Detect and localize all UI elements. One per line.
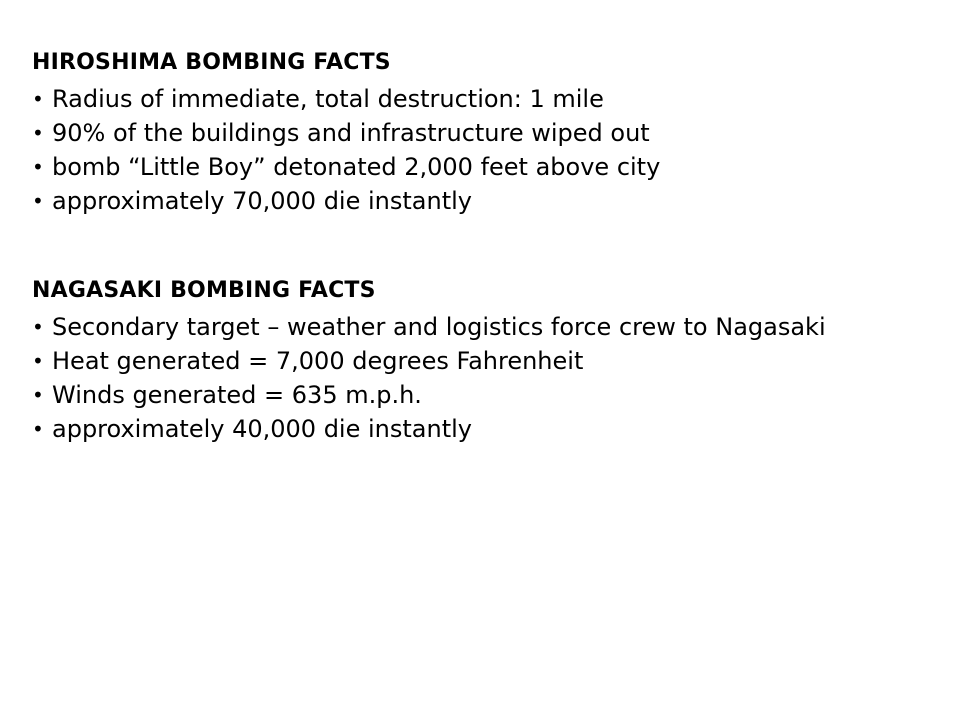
bullet-icon: • xyxy=(32,121,44,145)
nagasaki-section xyxy=(32,272,932,446)
fact-text: bomb “Little Boy” detonated 2,000 feet above city xyxy=(52,153,661,181)
hiroshima-fact-deaths xyxy=(32,184,932,218)
hiroshima-fact-detonation xyxy=(32,150,932,184)
nagasaki-fact-deaths xyxy=(32,412,932,446)
hiroshima-fact-radius xyxy=(32,82,932,116)
bullet-icon: • xyxy=(32,87,44,111)
bullet-icon: • xyxy=(32,349,44,373)
fact-text: Radius of immediate, total destruction: 1 mile xyxy=(52,85,604,113)
fact-text: 90% of the buildings and infrastructure wiped out xyxy=(52,119,650,147)
hiroshima-heading: HIROSHIMA BOMBING FACTS xyxy=(32,50,391,75)
nagasaki-fact-winds xyxy=(32,378,932,412)
bullet-icon: • xyxy=(32,189,44,213)
hiroshima-section xyxy=(32,44,932,218)
bullet-icon: • xyxy=(32,155,44,179)
nagasaki-heading: NAGASAKI BOMBING FACTS xyxy=(32,278,376,303)
nagasaki-fact-heat xyxy=(32,344,932,378)
nagasaki-facts-list xyxy=(32,310,932,446)
bullet-icon: • xyxy=(32,383,44,407)
hiroshima-fact-buildings xyxy=(32,116,932,150)
nagasaki-fact-target xyxy=(32,310,932,344)
fact-text: approximately 70,000 die instantly xyxy=(52,187,472,215)
bullet-icon: • xyxy=(32,417,44,441)
fact-text: Winds generated = 635 m.p.h. xyxy=(52,381,422,409)
fact-text: approximately 40,000 die instantly xyxy=(52,415,472,443)
fact-text: Heat generated = 7,000 degrees Fahrenheit xyxy=(52,347,584,375)
bullet-icon: • xyxy=(32,315,44,339)
hiroshima-facts-list xyxy=(32,82,932,218)
fact-text: Secondary target – weather and logistics force crew to Nagasaki xyxy=(52,313,826,341)
